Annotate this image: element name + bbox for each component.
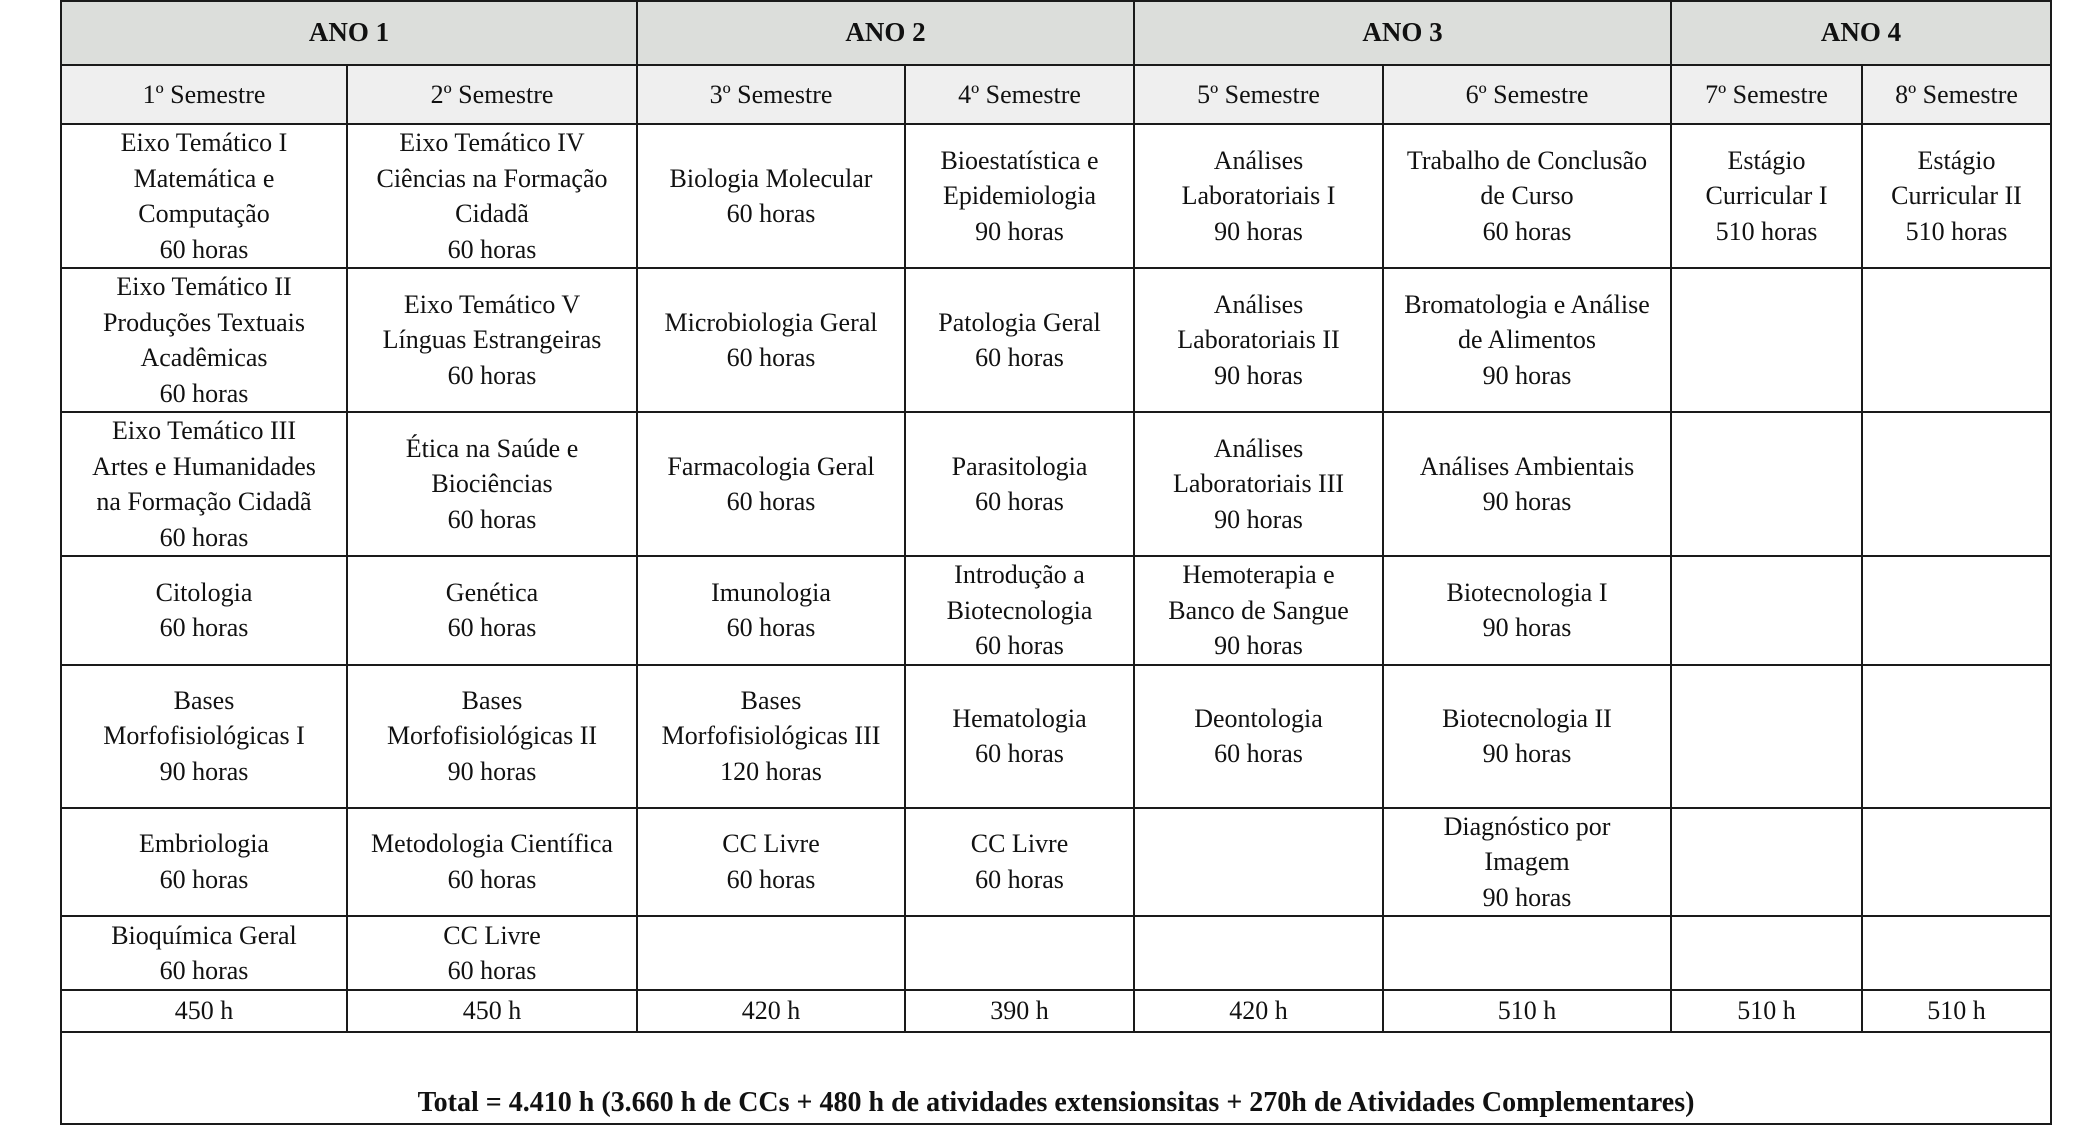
course-hours: 90 horas	[1482, 613, 1572, 643]
course-cell	[61, 916, 347, 990]
course-hours: 60 horas	[159, 956, 249, 985]
course-name-line: Genética	[445, 577, 539, 607]
course-hours: 60 horas	[447, 234, 537, 264]
course-hours: 60 horas	[159, 522, 249, 552]
course-name-line: de Alimentos	[1458, 325, 1596, 355]
semester-total: 420 h	[1134, 990, 1383, 1032]
course-name-line: Biociências	[431, 469, 553, 499]
semester-header: 5º Semestre	[1134, 65, 1383, 124]
course-row	[61, 916, 2051, 990]
course-hours: 510 horas	[1715, 216, 1818, 246]
course-hours: 90 horas	[447, 756, 537, 786]
course-cell	[1134, 412, 1383, 556]
course-hours: 60 horas	[975, 864, 1064, 894]
course-cell	[905, 124, 1134, 268]
course-name-line: Biotecnologia II	[1442, 703, 1612, 733]
course-cell	[1134, 124, 1383, 268]
course-cell	[1383, 124, 1671, 268]
course-name-line: Cidadã	[455, 199, 529, 228]
empty-cell	[1383, 916, 1671, 990]
course-cell	[347, 665, 637, 808]
course-name-line: Laboratoriais I	[1181, 181, 1336, 211]
course-cell	[905, 808, 1134, 917]
course-cell	[1671, 124, 1862, 268]
course-name-line: Bases	[173, 685, 235, 715]
course-name-line: Eixo Temático IV	[399, 128, 585, 157]
course-hours: 60 horas	[726, 487, 816, 516]
course-name-line: Produções Textuais	[102, 307, 306, 337]
course-hours: 60 horas	[726, 199, 816, 228]
course-name-line: Eixo Temático II	[116, 272, 292, 301]
empty-cell	[1862, 665, 2051, 808]
course-name-line: Epidemiologia	[942, 181, 1097, 211]
course-name-line: Diagnóstico por	[1443, 811, 1611, 841]
semester-total: 450 h	[61, 990, 347, 1032]
grand-total-row	[61, 1032, 2051, 1124]
course-name-line: Bioquímica Geral	[111, 920, 297, 950]
course-name-line: Morfofisiológicas I	[103, 721, 305, 751]
course-hours: 60 horas	[1214, 739, 1303, 768]
course-cell	[1134, 556, 1383, 665]
course-row	[61, 665, 2051, 808]
course-cell	[905, 268, 1134, 412]
course-hours: 60 horas	[1482, 216, 1572, 246]
course-cell	[905, 556, 1134, 665]
course-name-line: na Formação Cidadã	[96, 487, 312, 516]
course-hours: 90 horas	[1214, 216, 1303, 246]
course-name-line: Eixo Temático I	[120, 128, 288, 157]
course-name-line: Bases	[461, 685, 523, 715]
course-hours: 60 horas	[447, 613, 537, 643]
course-hours: 60 horas	[159, 864, 249, 894]
semester-header: 3º Semestre	[637, 65, 905, 124]
curriculum-table	[60, 0, 2052, 1125]
course-cell	[347, 412, 637, 556]
year-header: ANO 1	[61, 1, 637, 65]
course-hours: 90 horas	[1214, 631, 1303, 660]
course-name-line: de Curso	[1480, 181, 1574, 211]
course-cell	[347, 124, 637, 268]
course-hours: 90 horas	[975, 216, 1064, 246]
course-cell	[1383, 556, 1671, 665]
course-name-line: Computação	[138, 199, 270, 228]
curriculum-matrix	[60, 0, 2050, 1125]
course-row	[61, 556, 2051, 665]
empty-cell	[1671, 808, 1862, 917]
course-name-line: Laboratoriais III	[1172, 469, 1345, 499]
empty-cell	[1862, 808, 2051, 917]
semester-total: 510 h	[1383, 990, 1671, 1032]
course-hours: 60 horas	[726, 864, 816, 894]
course-cell	[1134, 268, 1383, 412]
semester-totals-row	[61, 990, 2051, 1032]
course-cell	[905, 665, 1134, 808]
course-cell	[61, 556, 347, 665]
course-name-line: Curricular II	[1891, 181, 2022, 211]
course-cell	[347, 268, 637, 412]
course-cell	[61, 124, 347, 268]
course-hours: 60 horas	[159, 613, 249, 643]
course-name-line: CC Livre	[443, 920, 541, 950]
course-name-line: Bases	[740, 685, 802, 715]
course-cell	[347, 916, 637, 990]
course-name-line: Farmacologia Geral	[667, 451, 875, 481]
semester-total: 390 h	[905, 990, 1134, 1032]
course-hours: 60 horas	[159, 234, 249, 264]
course-name-line: Eixo Temático V	[403, 289, 581, 319]
course-hours: 60 horas	[447, 504, 537, 534]
course-cell	[61, 412, 347, 556]
course-hours: 60 horas	[447, 360, 537, 390]
empty-cell	[1671, 665, 1862, 808]
course-name-line: Estágio	[1917, 145, 1996, 175]
course-cell	[637, 808, 905, 917]
course-hours: 60 horas	[726, 613, 816, 643]
course-hours: 120 horas	[720, 756, 822, 786]
course-hours: 90 horas	[159, 756, 249, 786]
semester-header: 1º Semestre	[61, 65, 347, 124]
empty-cell	[1862, 412, 2051, 556]
empty-cell	[905, 916, 1134, 990]
course-name-line: Morfofisiológicas III	[661, 721, 881, 751]
course-hours: 510 horas	[1905, 216, 2008, 246]
course-name-line: Biotecnologia	[946, 595, 1093, 625]
course-cell	[1134, 665, 1383, 808]
empty-cell	[637, 916, 905, 990]
semester-total: 450 h	[347, 990, 637, 1032]
course-name-line: Banco de Sangue	[1168, 595, 1349, 625]
course-row	[61, 124, 2051, 268]
course-cell	[905, 412, 1134, 556]
course-name-line: Análises	[1213, 433, 1304, 463]
year-header: ANO 4	[1671, 1, 2051, 65]
course-name-line: Análises	[1213, 289, 1304, 319]
course-name-line: Metodologia Científica	[371, 829, 613, 859]
course-name-line: Biotecnologia I	[1446, 577, 1608, 607]
course-name-line: Imunologia	[711, 577, 831, 607]
course-cell	[347, 556, 637, 665]
semester-header: 2º Semestre	[347, 65, 637, 124]
course-name-line: Imagem	[1484, 847, 1570, 876]
course-cell	[347, 808, 637, 917]
course-cell	[637, 556, 905, 665]
course-name-line: CC Livre	[970, 829, 1069, 859]
empty-cell	[1671, 412, 1862, 556]
course-name-line: Trabalho de Conclusão	[1406, 145, 1648, 175]
course-hours: 90 horas	[1482, 360, 1572, 390]
course-name-line: Hematologia	[952, 703, 1087, 733]
course-name-line: Matemática e	[133, 163, 275, 193]
course-hours: 90 horas	[1214, 360, 1303, 390]
year-header: ANO 3	[1134, 1, 1671, 65]
course-name-line: Curricular I	[1705, 181, 1828, 211]
course-name-line: Patologia Geral	[938, 307, 1101, 337]
course-hours: 90 horas	[1482, 739, 1572, 768]
semester-header: 8º Semestre	[1862, 65, 2051, 124]
course-name-line: Bioestatística e	[940, 145, 1099, 175]
course-name-line: Microbiologia Geral	[664, 307, 878, 337]
empty-cell	[1862, 268, 2051, 412]
course-name-line: CC Livre	[722, 829, 820, 859]
course-name-line: Análises Ambientais	[1419, 451, 1635, 481]
course-hours: 60 horas	[447, 956, 537, 985]
course-name-line: Introdução a	[954, 560, 1085, 589]
course-cell	[1862, 124, 2051, 268]
course-cell	[637, 412, 905, 556]
course-cell	[61, 268, 347, 412]
semester-header: 4º Semestre	[905, 65, 1134, 124]
empty-cell	[1671, 916, 1862, 990]
course-hours: 90 horas	[1482, 882, 1572, 912]
course-cell	[1383, 808, 1671, 917]
course-name-line: Parasitologia	[951, 451, 1088, 481]
empty-cell	[1671, 556, 1862, 665]
course-hours: 90 horas	[1214, 504, 1303, 534]
year-header-row	[61, 1, 2051, 65]
course-cell	[637, 124, 905, 268]
course-name-line: Ética na Saúde e	[405, 433, 579, 463]
course-cell	[61, 665, 347, 808]
course-name-line: Eixo Temático III	[112, 416, 296, 445]
course-row	[61, 268, 2051, 412]
course-name-line: Hemoterapia e	[1182, 560, 1335, 589]
course-name-line: Ciências na Formação	[376, 163, 608, 193]
course-name-line: Laboratoriais II	[1177, 325, 1340, 355]
course-name-line: Estágio	[1727, 145, 1806, 175]
empty-cell	[1134, 808, 1383, 917]
empty-cell	[1862, 556, 2051, 665]
course-cell	[1383, 665, 1671, 808]
course-name-line: Biologia Molecular	[669, 163, 873, 193]
course-name-line: Citologia	[155, 577, 253, 607]
empty-cell	[1671, 268, 1862, 412]
year-header: ANO 2	[637, 1, 1134, 65]
course-name-line: Artes e Humanidades	[92, 451, 316, 481]
course-name-line: Morfofisiológicas II	[386, 721, 598, 751]
course-name-line: Análises	[1213, 145, 1304, 175]
grand-total: Total = 4.410 h (3.660 h de CCs + 480 h de atividades extensionsitas + 270h de Atividades Complementares)	[61, 1032, 2051, 1124]
course-cell	[637, 268, 905, 412]
semester-header: 7º Semestre	[1671, 65, 1862, 124]
course-name-line: Bromatologia e Análise	[1404, 289, 1650, 319]
semester-total: 510 h	[1862, 990, 2051, 1032]
course-hours: 60 horas	[975, 487, 1064, 516]
course-cell	[61, 808, 347, 917]
course-cell	[1383, 268, 1671, 412]
semester-total: 420 h	[637, 990, 905, 1032]
course-hours: 60 horas	[975, 739, 1064, 768]
course-name-line: Embriologia	[139, 829, 269, 859]
course-hours: 60 horas	[975, 631, 1064, 660]
semester-header-row	[61, 65, 2051, 124]
course-name-line: Deontologia	[1194, 703, 1323, 733]
course-cell	[637, 665, 905, 808]
course-hours: 60 horas	[726, 343, 816, 372]
course-row	[61, 412, 2051, 556]
empty-cell	[1134, 916, 1383, 990]
course-name-line: Acadêmicas	[140, 343, 268, 372]
course-name-line: Línguas Estrangeiras	[382, 325, 602, 355]
semester-header: 6º Semestre	[1383, 65, 1671, 124]
semester-total: 510 h	[1671, 990, 1862, 1032]
course-row	[61, 808, 2051, 917]
empty-cell	[1862, 916, 2051, 990]
course-cell	[1383, 412, 1671, 556]
course-hours: 60 horas	[447, 864, 537, 894]
course-hours: 60 horas	[159, 378, 249, 408]
course-hours: 90 horas	[1482, 487, 1572, 516]
course-hours: 60 horas	[975, 343, 1064, 372]
